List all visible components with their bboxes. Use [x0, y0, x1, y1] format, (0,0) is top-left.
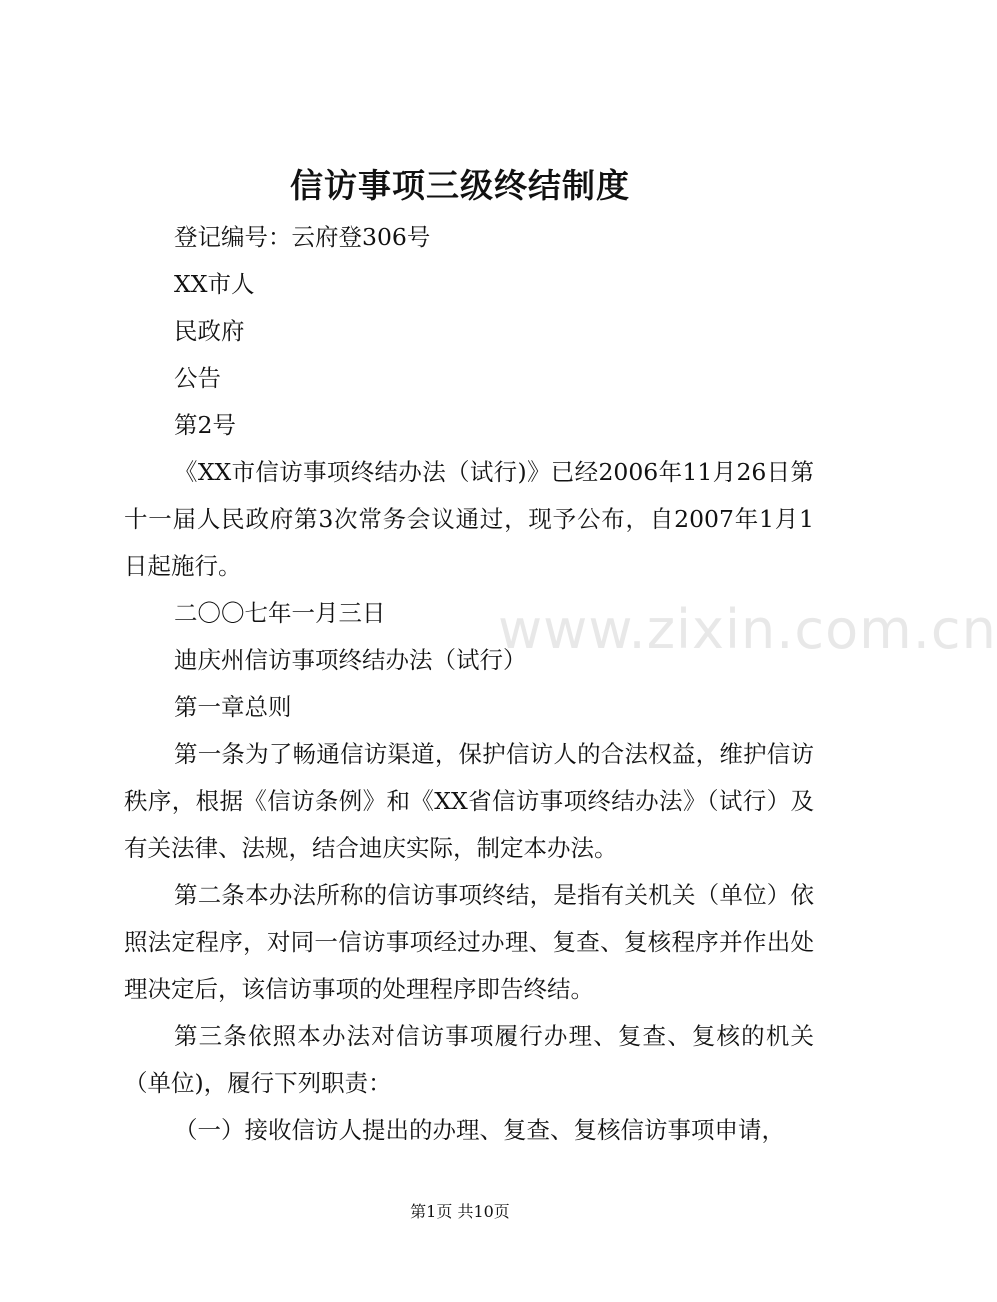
- announcement-label: 公告: [174, 364, 221, 392]
- issuer-line-2: 民政府: [174, 317, 245, 345]
- registration-number: 登记编号：云府登306号: [174, 223, 431, 251]
- issuer-line-1: XX市人: [174, 270, 255, 298]
- article-3-item-1: （一）接收信访人提出的办理、复查、复核信访事项申请，: [174, 1116, 785, 1144]
- announcement-number: 第2号: [174, 411, 236, 439]
- chapter-heading: 第一章总则: [174, 693, 292, 721]
- article-3: 第三条依照本办法对信访事项履行办理、复查、复核的机关（单位)，履行下列职责：: [124, 1022, 814, 1097]
- document-body: [124, 214, 814, 1154]
- regulation-title: 迪庆州信访事项终结办法（试行）: [174, 646, 527, 674]
- watermark: www.zixin.com.cn: [498, 598, 997, 661]
- announcement-body: 《XX市信访事项终结办法（试行)》已经2006年11月26日第十一届人民政府第3次常务会议通过，现予公布，自2007年1月1日起施行。: [124, 458, 814, 580]
- article-1: 第一条为了畅通信访渠道，保护信访人的合法权益，维护信访秩序，根据《信访条例》和《XX省信访事项终结办法》（试行）及有关法律、法规，结合迪庆实际，制定本办法。: [124, 740, 814, 862]
- page-footer: 第1页 共10页: [410, 1202, 510, 1221]
- document-title: 信访事项三级终结制度: [290, 166, 630, 205]
- article-2: 第二条本办法所称的信访事项终结，是指有关机关（单位）依照法定程序，对同一信访事项经过办理、复查、复核程序并作出处理决定后，该信访事项的处理程序即告终结。: [124, 881, 814, 1003]
- announcement-date: 二〇〇七年一月三日: [174, 599, 386, 627]
